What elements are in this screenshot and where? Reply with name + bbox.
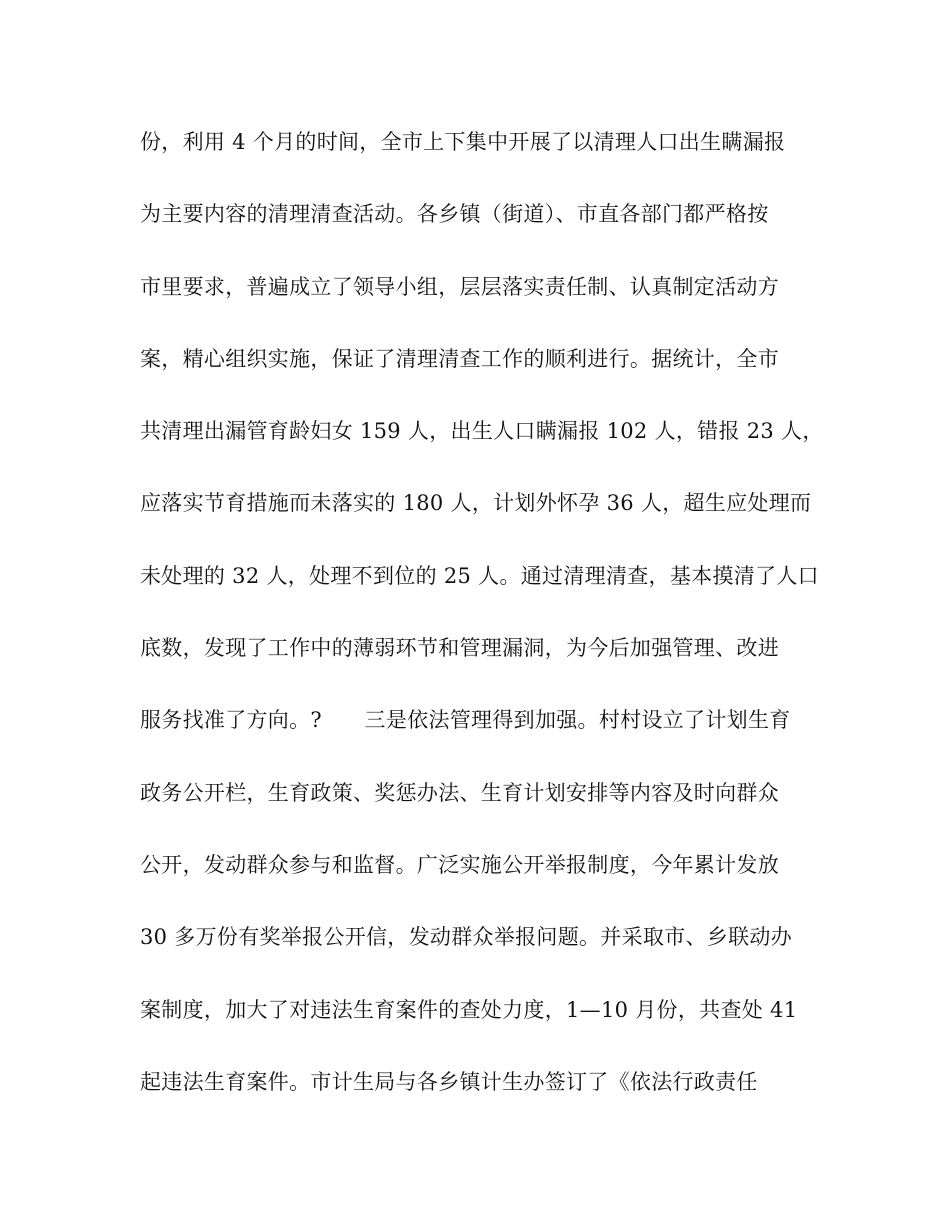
text-line-10: 政务公开栏，生育政策、奖惩办法、生育计划安排等内容及时向群众	[140, 780, 779, 805]
text-line-6: 应落实节育措施而未落实的 180 人，计划外怀孕 36 人，超生应处理而	[140, 491, 812, 516]
body-text	[140, 124, 824, 1136]
text-line-7: 未处理的 32 人，处理不到位的 25 人。通过清理清查，基本摸清了人口	[140, 563, 819, 588]
text-line-14: 起违法生育案件。市计生局与各乡镇计生办签订了《依法行政责任	[140, 1069, 758, 1094]
text-line-8: 底数，发现了工作中的薄弱环节和管理漏洞，为今后加强管理、改进	[140, 636, 779, 661]
text-line-5: 共清理出漏管育龄妇女 159 人，出生人口瞒漏报 102 人，错报 23 人，	[140, 419, 824, 444]
text-line-12: 30 多万份有奖举报公开信，发动群众举报问题。并采取市、乡联动办	[140, 925, 792, 950]
text-line-1: 份，利用 4 个月的时间，全市上下集中开展了以清理人口出生瞒漏报	[140, 130, 786, 154]
text-line-11: 公开，发动群众参与和监督。广泛实施公开举报制度，今年累计发放	[140, 852, 779, 877]
text-line-13: 案制度，加大了对违法生育案件的查处力度，1—10 月份，共查处 41	[140, 997, 798, 1022]
text-line-3: 市里要求，普遍成立了领导小组，层层落实责任制、认真制定活动方	[140, 274, 779, 299]
text-line-9: 服务找准了方向。? 三是依法管理得到加强。村村设立了计划生育	[140, 708, 791, 733]
text-line-4: 案，精心组织实施，保证了清理清查工作的顺利进行。据统计，全市	[140, 346, 779, 371]
text-line-2: 为主要内容的清理清查活动。各乡镇（街道）、市直各部门都严格按	[140, 202, 769, 227]
